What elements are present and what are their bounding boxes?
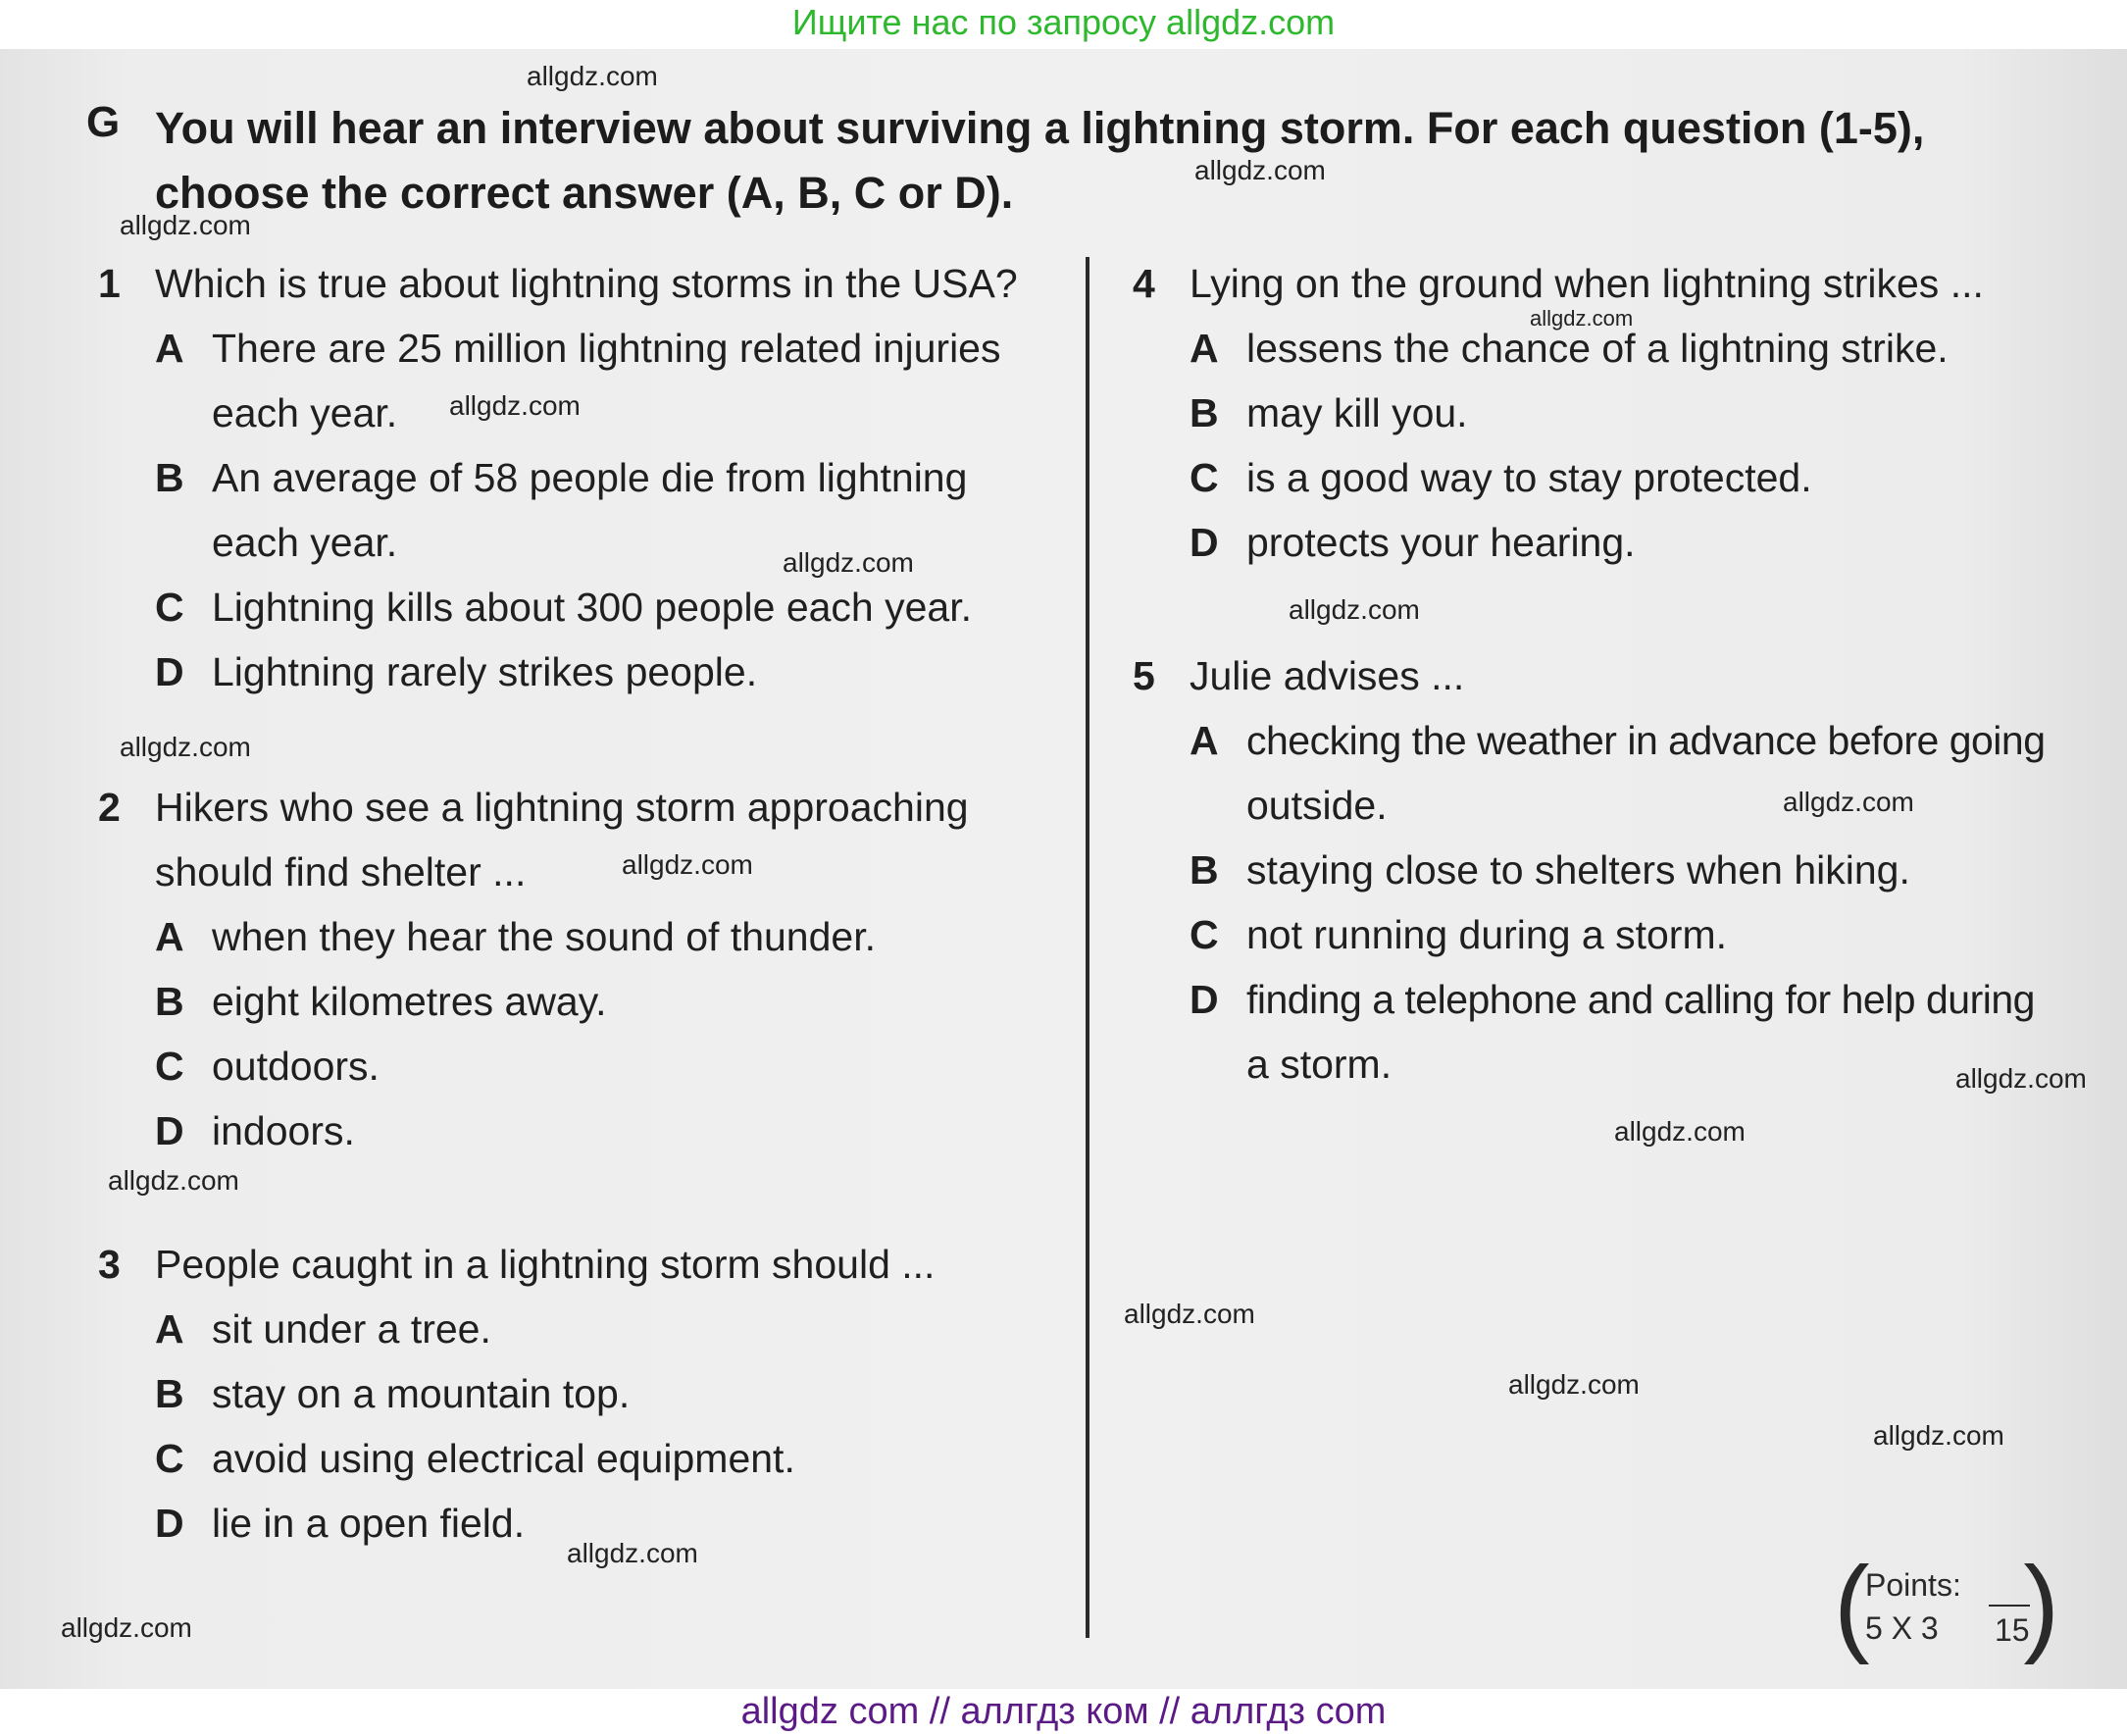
option-letter: A — [155, 326, 184, 371]
question-2 — [98, 775, 1079, 1167]
option-letter: A — [155, 914, 184, 959]
points-paren-right: ) — [2023, 1545, 2059, 1665]
watermark: allgdz.com — [1124, 1299, 1255, 1329]
option-text: indoors. — [212, 1108, 355, 1153]
option-letter: D — [1190, 977, 1219, 1022]
points-label: Points: — [1865, 1567, 1961, 1603]
option-letter: D — [155, 1108, 184, 1153]
option-letter: D — [1190, 520, 1219, 565]
option-letter: B — [155, 1371, 184, 1416]
top-banner[interactable]: Ищите нас по запросу allgdz.com — [791, 2, 1336, 42]
points-calc: 5 X 3 — [1865, 1610, 1939, 1646]
option-letter: D — [155, 1501, 184, 1546]
option-text: protects your hearing. — [1246, 520, 1636, 565]
option-text: may kill you. — [1246, 390, 1468, 435]
question-stem: Lying on the ground when lightning strikes ... — [1190, 261, 1984, 306]
option-text: Lightning kills about 300 people each year. — [212, 585, 973, 630]
watermark: allgdz.com — [449, 390, 581, 421]
watermark: allgdz.com — [527, 61, 658, 91]
option-text-cont: each year. — [212, 520, 398, 565]
watermark: allgdz.com — [1530, 306, 1634, 331]
option-letter: A — [155, 1306, 184, 1352]
watermark: allgdz.com — [1508, 1369, 1640, 1400]
option-letter: C — [155, 1044, 184, 1089]
question-1 — [98, 251, 1079, 702]
question-number: 5 — [1133, 653, 1155, 698]
option-text: stay on a mountain top. — [212, 1371, 631, 1416]
question-stem: People caught in a lightning storm should ... — [155, 1242, 936, 1287]
watermark: allgdz.com — [1955, 1063, 2087, 1094]
option-text: sit under a tree. — [212, 1306, 491, 1352]
watermark: allgdz.com — [108, 1165, 239, 1196]
option-letter: A — [1190, 326, 1219, 371]
instruction-line-1: You will hear an interview about surviving a lightning storm. For each question (1-5), — [155, 103, 1925, 153]
option-text: avoid using electrical equipment. — [212, 1436, 795, 1481]
option-text: checking the weather in advance before going — [1246, 718, 2046, 763]
question-stem: Julie advises ... — [1190, 653, 1465, 698]
option-letter: C — [155, 585, 184, 630]
question-stem-cont: should find shelter ... — [155, 849, 527, 894]
section-instruction — [155, 96, 2077, 226]
watermark: allgdz.com — [783, 547, 914, 578]
bottom-banner[interactable]: allgdz com // аллгдз ком // аллгдз com — [740, 1691, 1387, 1732]
option-text: lie in a open field. — [212, 1501, 526, 1546]
watermark: allgdz.com — [1614, 1116, 1746, 1147]
option-letter: B — [155, 979, 184, 1024]
option-text-cont: each year. — [212, 390, 398, 435]
watermark: allgdz.com — [1289, 594, 1420, 625]
option-text: An average of 58 people die from lightning — [212, 455, 968, 500]
option-text: eight kilometres away. — [212, 979, 607, 1024]
question-5 — [1133, 643, 2113, 1104]
option-letter: B — [1190, 390, 1219, 435]
column-divider — [1086, 257, 1089, 1638]
option-text-cont: outside. — [1246, 783, 1388, 828]
option-letter: C — [1190, 455, 1219, 500]
section-letter: G — [86, 98, 121, 146]
watermark: allgdz.com — [1873, 1420, 2004, 1451]
question-number: 3 — [98, 1242, 121, 1287]
question-4 — [1133, 251, 2113, 575]
watermark: allgdz.com — [567, 1538, 698, 1568]
watermark: allgdz.com — [1783, 787, 1914, 817]
question-3 — [98, 1232, 1079, 1556]
option-text: finding a telephone and calling for help during — [1246, 977, 2035, 1022]
option-text: outdoors. — [212, 1044, 380, 1089]
option-text: staying close to shelters when hiking. — [1246, 847, 1910, 893]
option-letter: B — [1190, 847, 1219, 893]
option-letter: D — [155, 649, 184, 694]
watermark: allgdz.com — [1194, 155, 1326, 185]
points-box — [1834, 1545, 2059, 1665]
option-letter: C — [1190, 912, 1219, 957]
option-letter: A — [1190, 718, 1219, 763]
option-letter: C — [155, 1436, 184, 1481]
question-number: 2 — [98, 785, 121, 830]
option-text: lessens the chance of a lightning strike. — [1246, 326, 1949, 371]
watermark: allgdz.com — [120, 732, 251, 762]
option-text-cont: a storm. — [1246, 1042, 1393, 1087]
option-text: is a good way to stay protected. — [1246, 455, 1812, 500]
option-text: Lightning rarely strikes people. — [212, 649, 758, 694]
question-stem: Which is true about lightning storms in the USA? — [155, 261, 1018, 306]
option-text: when they hear the sound of thunder. — [212, 914, 877, 959]
watermark: allgdz.com — [120, 210, 251, 240]
watermark: allgdz.com — [622, 849, 753, 880]
watermark: allgdz.com — [61, 1612, 192, 1643]
points-total: 15 — [1995, 1612, 2030, 1648]
question-number: 4 — [1133, 261, 1155, 306]
option-letter: B — [155, 455, 184, 500]
question-number: 1 — [98, 261, 121, 306]
question-stem: Hikers who see a lightning storm approaching — [155, 785, 969, 830]
points-paren-left: ( — [1834, 1545, 1870, 1665]
option-text: There are 25 million lightning related injuries — [212, 326, 1001, 371]
instruction-line-2: choose the correct answer (A, B, C or D). — [155, 168, 1014, 218]
option-text: not running during a storm. — [1246, 912, 1727, 957]
